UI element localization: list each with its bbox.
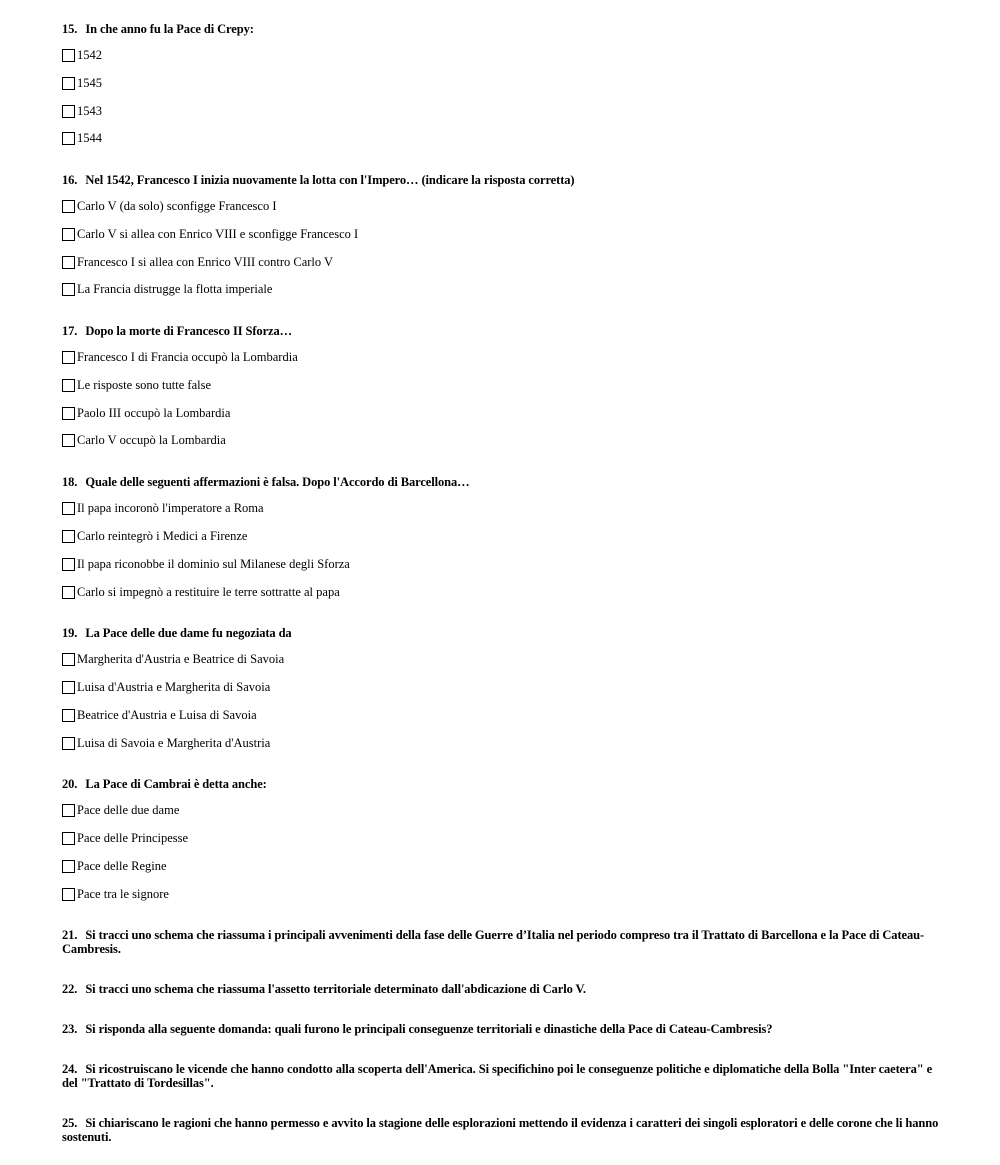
answer-option[interactable] <box>62 349 298 365</box>
question-number: 16. <box>62 173 78 187</box>
question-title <box>62 22 942 36</box>
option-label: Carlo si impegnò a restituire le terre sottratte al papa <box>77 585 340 599</box>
answer-option[interactable] <box>62 679 270 695</box>
answer-option[interactable] <box>62 281 272 297</box>
question-16 <box>62 173 942 296</box>
option-label: 1543 <box>77 104 102 118</box>
option-label: Francesco I di Francia occupò la Lombardia <box>77 350 298 364</box>
option-label: Paolo III occupò la Lombardia <box>77 406 231 420</box>
answer-option[interactable] <box>62 103 102 119</box>
answer-option[interactable] <box>62 198 277 214</box>
checkbox[interactable] <box>62 832 75 845</box>
question-number: 15. <box>62 22 78 36</box>
checkbox[interactable] <box>62 200 75 213</box>
answer-option[interactable] <box>62 500 264 516</box>
option-label: Luisa d'Austria e Margherita di Savoia <box>77 680 271 694</box>
checkbox[interactable] <box>62 558 75 571</box>
option-label: Pace tra le signore <box>77 887 169 901</box>
checkbox[interactable] <box>62 888 75 901</box>
question-text: Nel 1542, Francesco I inizia nuovamente la lotta con l'Impero… (indicare la risposta corretta) <box>85 173 575 187</box>
checkbox[interactable] <box>62 283 75 296</box>
question-text: Si risponda alla seguente domanda: quali furono le principali conseguenze territoriali e dinastiche della Pace di Cateau-Cambresis? <box>85 1022 773 1036</box>
option-label: Carlo V (da solo) sconfigge Francesco I <box>77 199 277 213</box>
option-label: Carlo reintegrò i Medici a Firenze <box>77 529 248 543</box>
answer-option[interactable] <box>62 47 102 63</box>
answer-option[interactable] <box>62 584 340 600</box>
question-number: 25. <box>62 1116 78 1130</box>
question-19 <box>62 626 942 750</box>
checkbox[interactable] <box>62 653 75 666</box>
checkbox[interactable] <box>62 737 75 750</box>
answer-option[interactable] <box>62 830 188 846</box>
option-label: 1542 <box>77 48 102 62</box>
option-label: Pace delle Principesse <box>77 831 189 845</box>
question-text: Quale delle seguenti affermazioni è falsa. Dopo l'Accordo di Barcellona… <box>85 475 470 489</box>
question-title <box>62 324 942 338</box>
question-text: Dopo la morte di Francesco II Sforza… <box>85 324 293 338</box>
question-text: Si tracci uno schema che riassuma l'assetto territoriale determinato dall'abdicazione di Carlo V. <box>85 982 586 996</box>
checkbox[interactable] <box>62 860 75 873</box>
answer-option[interactable] <box>62 802 179 818</box>
question-number: 18. <box>62 475 78 489</box>
option-label: Pace delle due dame <box>77 803 180 817</box>
checkbox[interactable] <box>62 434 75 447</box>
answer-option[interactable] <box>62 651 284 667</box>
answer-option[interactable] <box>62 432 226 448</box>
question-text: Si ricostruiscano le vicende che hanno condotto alla scoperta dell'America. Si specifichino poi le conseguenze politiche e diplomatiche della Bolla "Inter caetera" e del "Trattato di Tordesillas". <box>62 1062 933 1090</box>
answer-option[interactable] <box>62 556 350 572</box>
checkbox[interactable] <box>62 256 75 269</box>
answer-option[interactable] <box>62 707 257 723</box>
option-label: 1544 <box>77 131 102 145</box>
answer-option[interactable] <box>62 377 211 393</box>
answer-option[interactable] <box>62 405 230 421</box>
checkbox[interactable] <box>62 530 75 543</box>
answer-option[interactable] <box>62 886 169 902</box>
question-number: 21. <box>62 928 78 942</box>
question-15 <box>62 22 942 145</box>
option-label: Margherita d'Austria e Beatrice di Savoia <box>77 652 285 666</box>
checkbox[interactable] <box>62 502 75 515</box>
answer-option[interactable] <box>62 735 270 751</box>
question-number: 22. <box>62 982 78 996</box>
question-title <box>62 777 942 791</box>
checkbox[interactable] <box>62 804 75 817</box>
checkbox[interactable] <box>62 77 75 90</box>
question-text: Si tracci uno schema che riassuma i principali avvenimenti della fase delle Guerre d’Italia nel periodo compreso tra il Trattato di Barcellona e la Pace di Cateau-Cambresis. <box>62 928 925 956</box>
checkbox[interactable] <box>62 105 75 118</box>
question-18 <box>62 475 942 599</box>
checkbox[interactable] <box>62 49 75 62</box>
answer-option[interactable] <box>62 528 247 544</box>
option-label: Il papa riconobbe il dominio sul Milanese degli Sforza <box>77 557 350 571</box>
checkbox[interactable] <box>62 709 75 722</box>
open-question-21 <box>62 928 942 956</box>
checkbox[interactable] <box>62 407 75 420</box>
answer-option[interactable] <box>62 130 102 146</box>
answer-option[interactable] <box>62 226 358 242</box>
checkbox[interactable] <box>62 586 75 599</box>
question-number: 23. <box>62 1022 78 1036</box>
answer-option[interactable] <box>62 254 333 270</box>
answer-option[interactable] <box>62 75 102 91</box>
option-label: Francesco I si allea con Enrico VIII contro Carlo V <box>77 255 334 269</box>
option-label: Pace delle Regine <box>77 859 167 873</box>
question-number: 17. <box>62 324 78 338</box>
question-title <box>62 475 942 489</box>
option-label: Il papa incoronò l'imperatore a Roma <box>77 501 264 515</box>
option-label: 1545 <box>77 76 102 90</box>
option-label: Luisa di Savoia e Margherita d'Austria <box>77 736 271 750</box>
option-label: La Francia distrugge la flotta imperiale <box>77 282 273 296</box>
option-label: Carlo V si allea con Enrico VIII e sconfigge Francesco I <box>77 227 359 241</box>
question-text: La Pace di Cambrai è detta anche: <box>85 777 267 791</box>
open-question-25 <box>62 1116 942 1144</box>
open-question-24 <box>62 1062 942 1090</box>
question-text: La Pace delle due dame fu negoziata da <box>85 626 292 640</box>
question-text: Si chiariscano le ragioni che hanno permesso e avvito la stagione delle esplorazioni mettendo il evidenza i caratteri dei singoli esploratori e delle corone che li hanno sostenuti. <box>62 1116 939 1144</box>
checkbox[interactable] <box>62 351 75 364</box>
question-text: In che anno fu la Pace di Crepy: <box>85 22 254 36</box>
open-question-23 <box>62 1022 942 1036</box>
question-17 <box>62 324 942 447</box>
question-title <box>62 173 942 187</box>
checkbox[interactable] <box>62 132 75 145</box>
option-label: Le risposte sono tutte false <box>77 378 211 392</box>
checkbox[interactable] <box>62 379 75 392</box>
question-title <box>62 626 942 640</box>
checkbox[interactable] <box>62 681 75 694</box>
question-20 <box>62 777 942 901</box>
option-label: Beatrice d'Austria e Luisa di Savoia <box>77 708 257 722</box>
option-label: Carlo V occupò la Lombardia <box>77 433 226 447</box>
question-number: 19. <box>62 626 78 640</box>
question-number: 24. <box>62 1062 78 1076</box>
checkbox[interactable] <box>62 228 75 241</box>
answer-option[interactable] <box>62 858 167 874</box>
open-question-22 <box>62 982 942 996</box>
question-number: 20. <box>62 777 78 791</box>
